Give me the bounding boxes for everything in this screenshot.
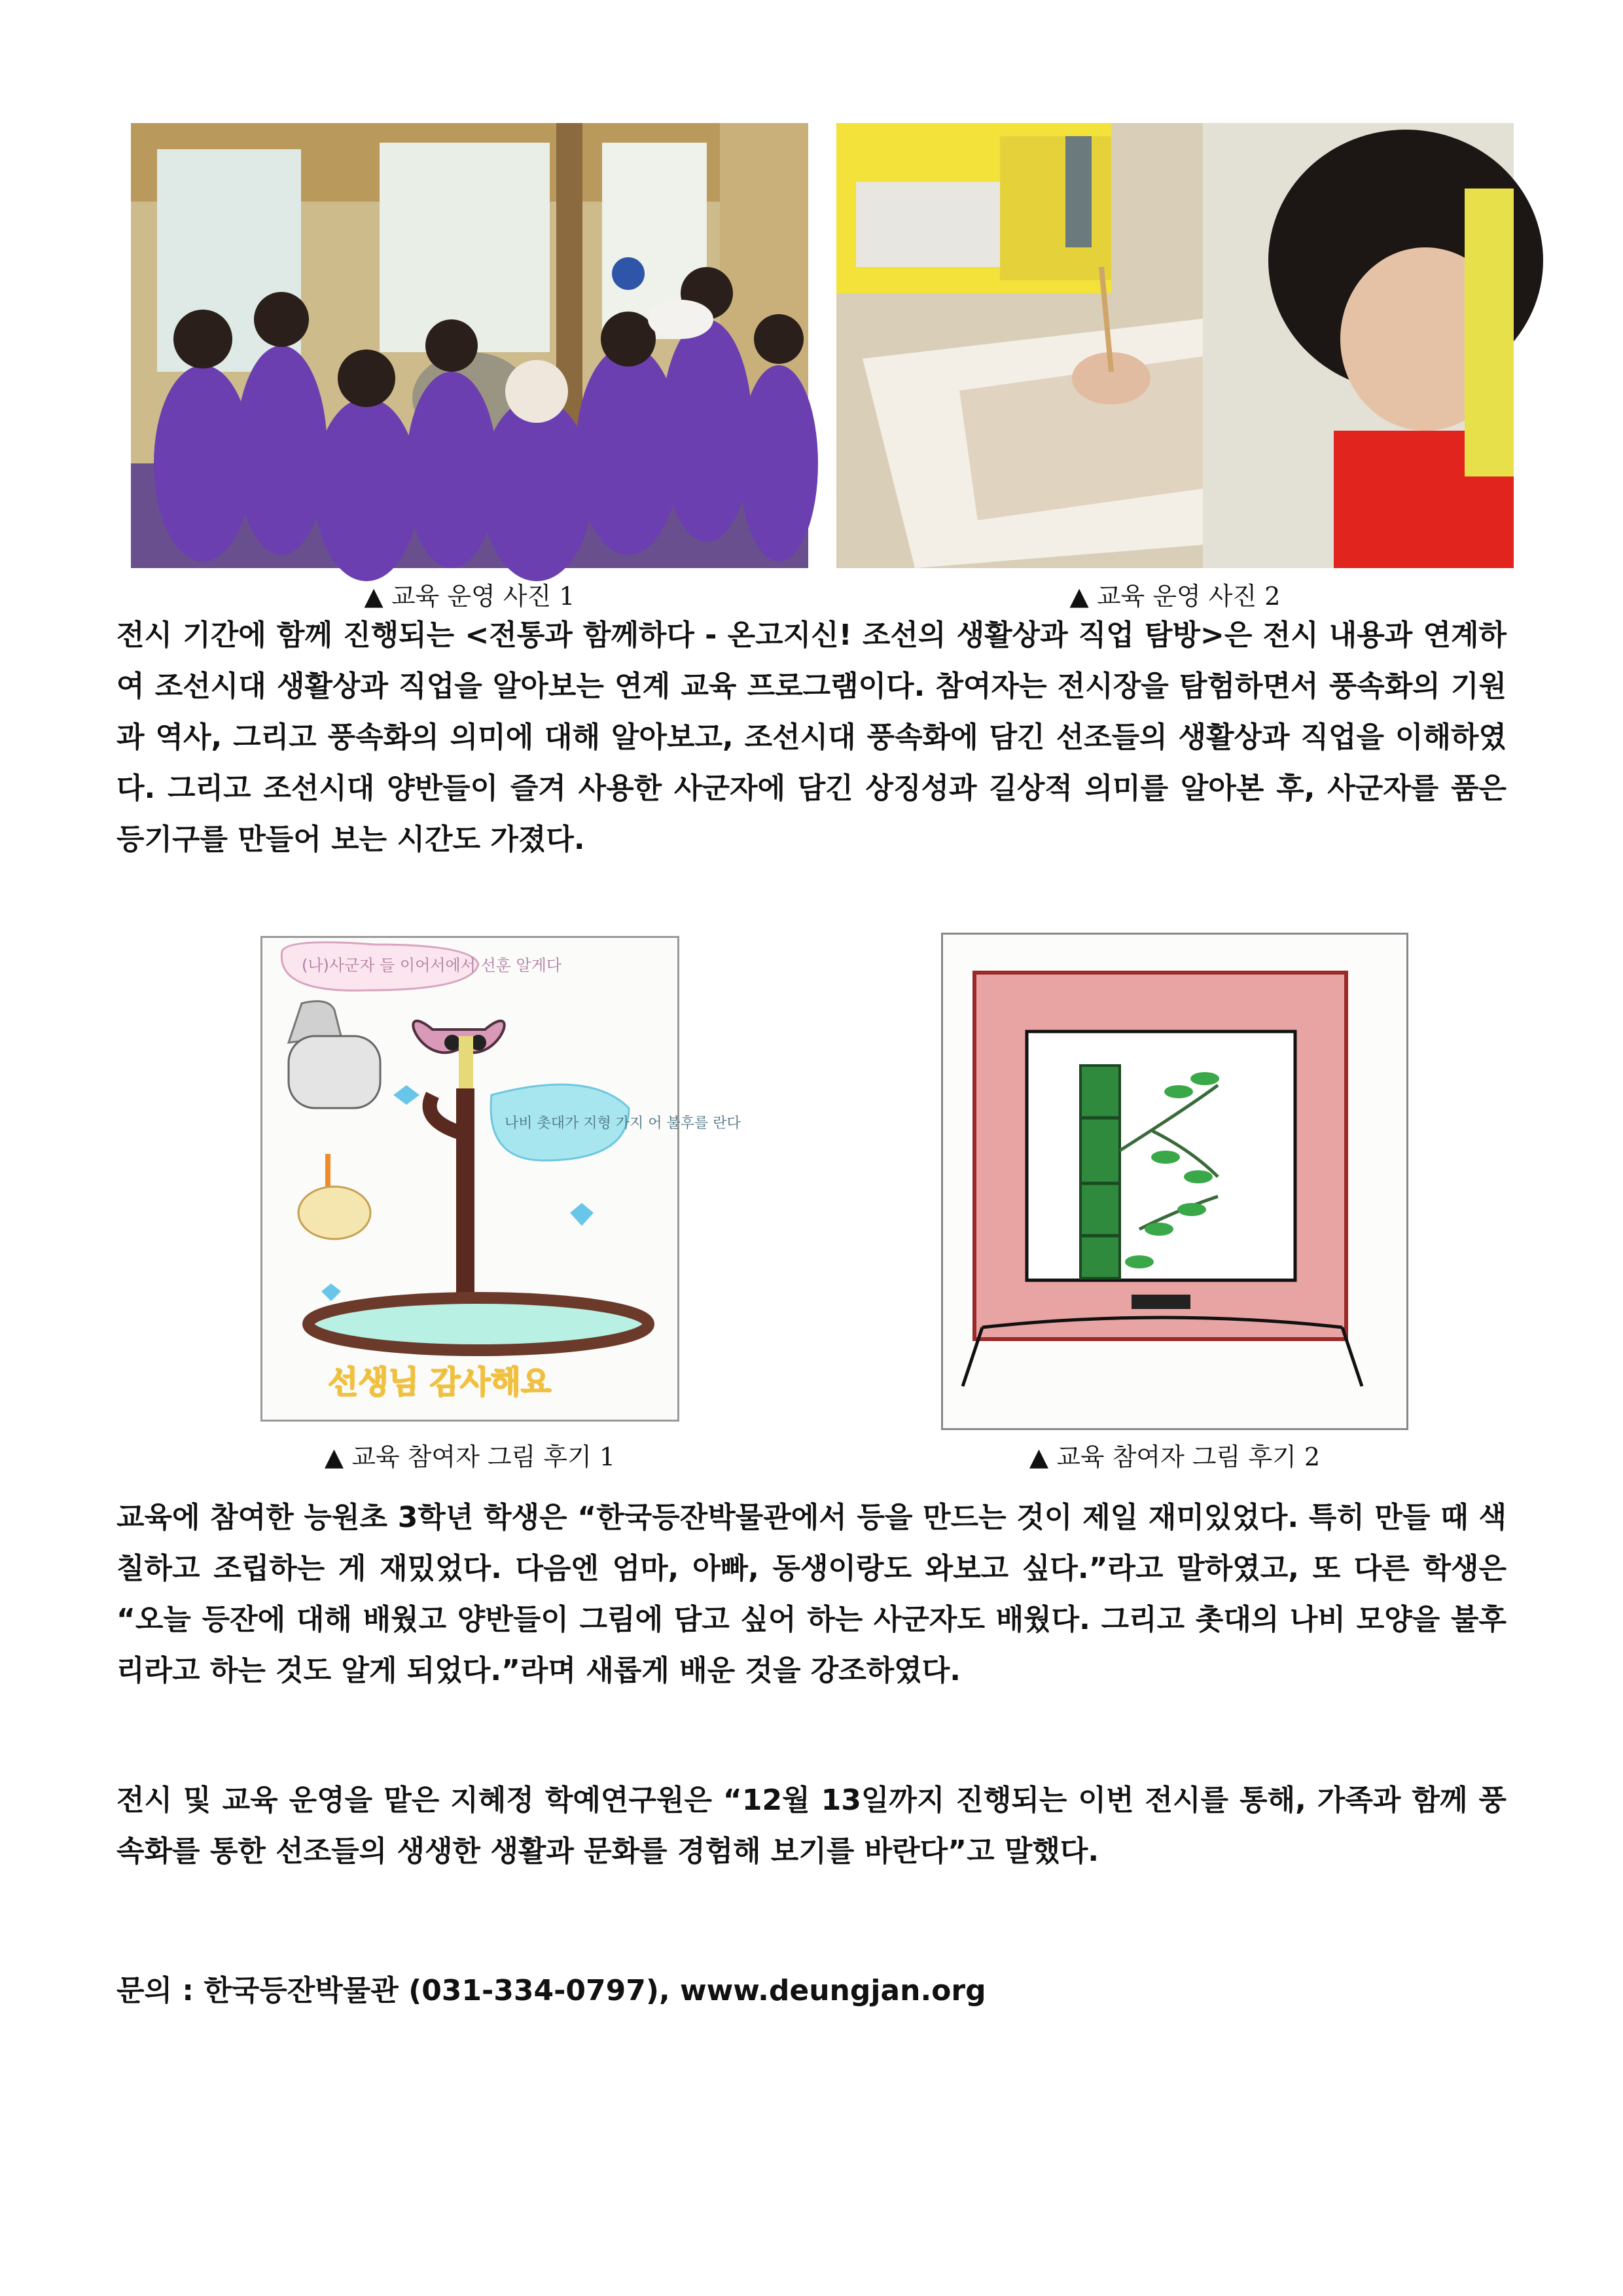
drawing-1-right-bubble: 나비 촛대가 지형 가지 어 불후를 란다	[505, 1115, 741, 1132]
drawing-2-caption: ▲ 교육 참여자 그림 후기 2	[1029, 1443, 1321, 1471]
drawing-1-image	[262, 938, 741, 1420]
photo-2-caption: ▲ 교육 운영 사진 2	[1069, 582, 1281, 611]
education-photo-1	[131, 123, 808, 568]
photo-2-image	[836, 123, 1514, 568]
drawing-1-top-bubble: (나)사군자 들 이어서에서 선훈 알게다	[302, 956, 562, 975]
drawing-2-image	[943, 935, 1406, 1428]
paragraph-program-description: 전시 기간에 함께 진행되는 <전통과 함께하다 - 온고지신! 조선의 생활상과 직업 탐방>은 전시 내용과 연계하여 조선시대 생활상과 직업을 알아보는 연계 교육 프로그램이다. 참여자는 전시장을 탐험하면서 풍속화의 기원과 역사, 그리고 풍속화의 의미에 대해 알아보고, 조선시대 풍속화에 담긴 선조들의 생활상과 직업을 이해하였다. 그리고 조선시대 양반들이 즐겨 사용한 사군자에 담긴 상징성과 길상적 의미를 알아본 후, 사군자를 품은 등기구를 만들어 보는 시간도 가졌다.	[116, 619, 1507, 856]
drawing-1-bottom-text: 선생님 감사해요	[328, 1364, 552, 1401]
paragraph-student-quotes: 교육에 참여한 능원초 3학년 학생은 “한국등잔박물관에서 등을 만드는 것이 제일 재미있었다. 특히 만들 때 색칠하고 조립하는 게 재밌었다. 다음엔 엄마, 아빠, 동생이랑도 와보고 싶다.”라고 말하였고, 또 다른 학생은 “오늘 등잔에 대해 배웠고 양반들이 그림에 담고 싶어 하는 사군자도 배웠다. 그리고 촛대의 나비 모양을 불후리라고 하는 것도 알게 되었다.”라며 새롭게 배운 것을 강조하였다.	[116, 1501, 1507, 1687]
photo-1-caption: ▲ 교육 운영 사진 1	[364, 582, 575, 611]
participant-drawing-1	[260, 936, 741, 1422]
contact-info: 문의 : 한국등잔박물관 (031-334-0797), www.deungjan.org	[116, 1974, 986, 2007]
paragraph-curator-quote: 전시 및 교육 운영을 맡은 지혜정 학예연구원은 “12월 13일까지 진행되는 이번 전시를 통해, 가족과 함께 풍속화를 통한 선조들의 생생한 생활과 문화를 경험해 보기를 바란다”고 말했다.	[116, 1784, 1507, 1868]
participant-drawing-2	[941, 933, 1408, 1430]
drawing-1-caption: ▲ 교육 참여자 그림 후기 1	[324, 1443, 616, 1471]
photo-1-image	[131, 123, 808, 568]
education-photo-2	[836, 123, 1514, 568]
